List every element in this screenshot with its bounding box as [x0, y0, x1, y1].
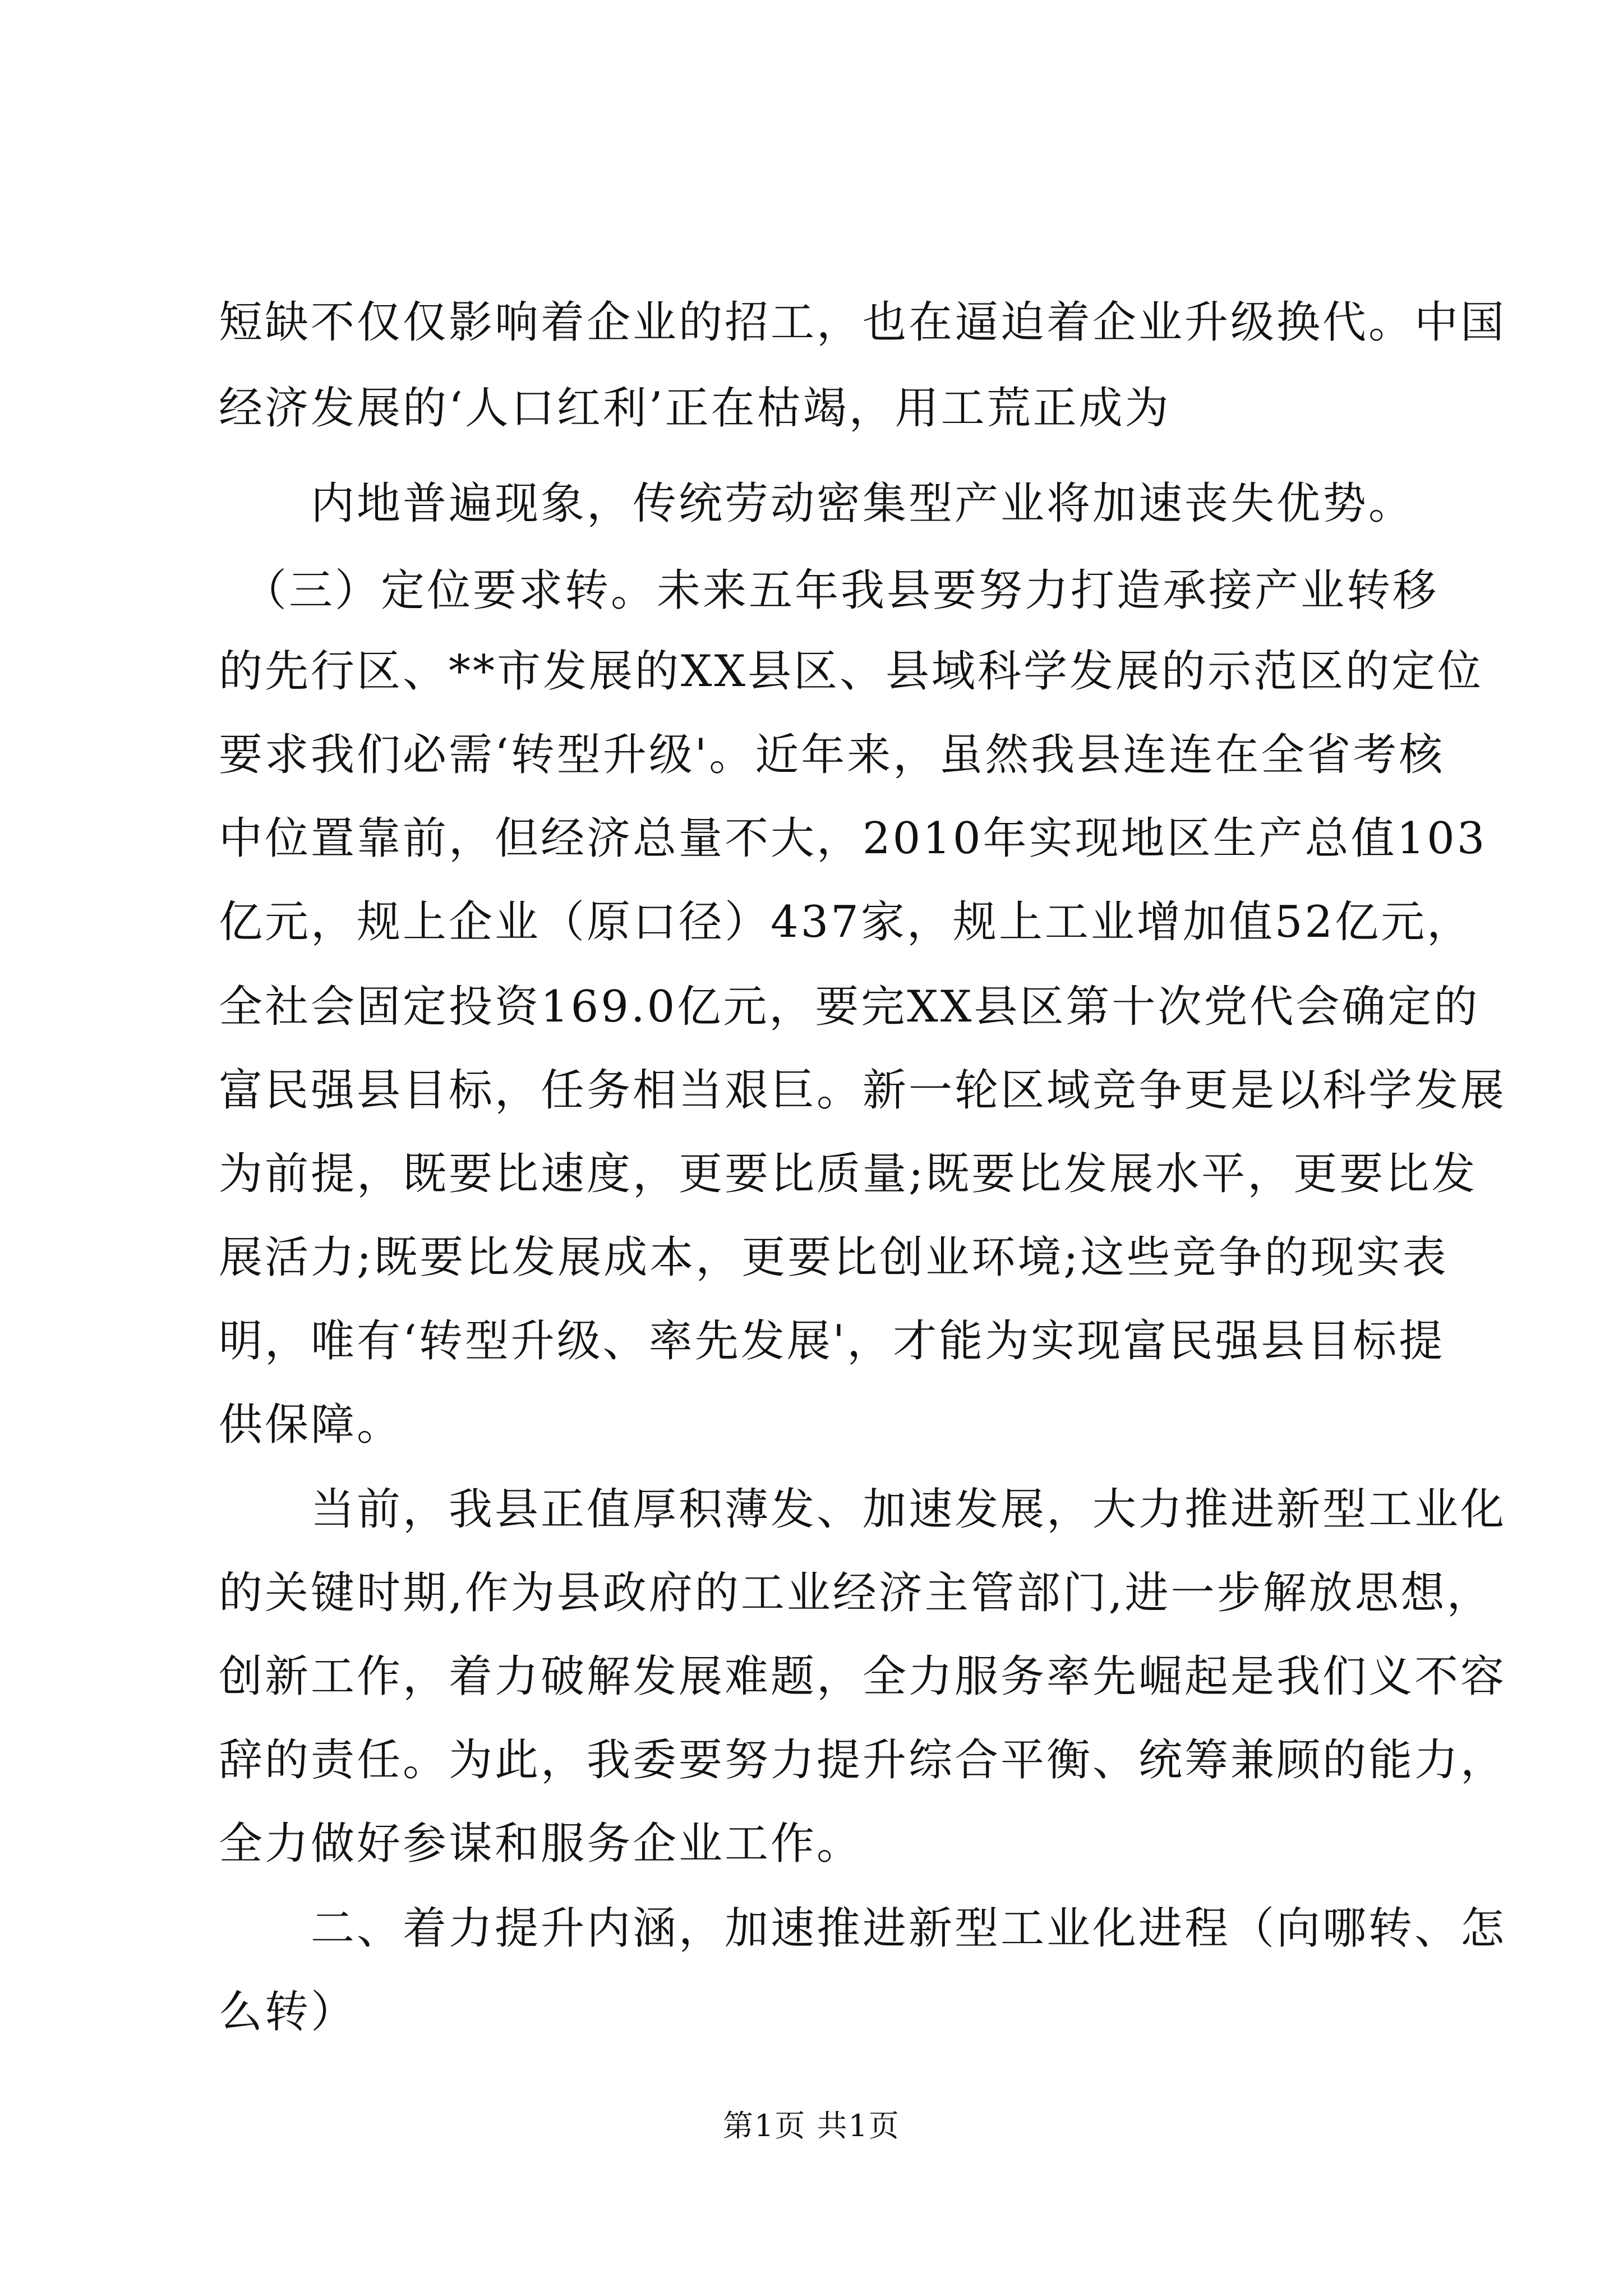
text-line: 供保障。	[219, 1400, 403, 1450]
text-line: 亿元，规上企业（原口径）437家，规上工业增加值52亿元，	[219, 897, 1473, 947]
text-line: 的关键时期,作为县政府的工业经济主管部门,进一步解放思想，	[219, 1568, 1493, 1618]
text-line: 明，唯有‘转型升级、率先发展'，才能为实现富民强县目标提	[219, 1316, 1445, 1366]
text-line: 中位置靠前，但经济总量不大，2010年实现地区生产总值103	[219, 813, 1487, 864]
text-line: 经济发展的‘人口红利’正在枯竭，用工荒正成为	[219, 383, 1171, 434]
text-line: 内地普遍现象，传统劳动密集型产业将加速丧失优势。	[219, 478, 1415, 529]
text-line: 全力做好参谋和服务企业工作。	[219, 1819, 863, 1869]
text-line: 全社会固定投资169.0亿元，要完XX县区第十次党代会确定的	[219, 982, 1480, 1032]
page-footer: 第1页 共1页	[723, 2108, 900, 2143]
text-line: 当前，我县正值厚积薄发、加速发展，大力推进新型工业化	[219, 1484, 1507, 1535]
text-line: 短缺不仅仅影响着企业的招工，也在逼迫着企业升级换代。中国	[219, 297, 1507, 348]
text-line: 的先行区、**市发展的XX县区、县域科学发展的示范区的定位	[219, 646, 1484, 697]
text-line: 创新工作，着力破解发展难题，全力服务率先崛起是我们义不容	[219, 1651, 1507, 1702]
text-line: 展活力;既要比发展成本，更要比创业环境;这些竞争的现实表	[219, 1232, 1449, 1283]
text-line: 么转）	[219, 1987, 357, 2037]
text-line: 富民强县目标，任务相当艰巨。新一轮区域竞争更是以科学发展	[219, 1065, 1507, 1116]
text-line: 辞的责任。为此，我委要努力提升综合平衡、统筹兼顾的能力，	[219, 1735, 1507, 1786]
text-line: 为前提，既要比速度，更要比质量;既要比发展水平，更要比发	[219, 1149, 1478, 1199]
text-line: （三）定位要求转。未来五年我县要努力打造承接产业转移	[219, 565, 1439, 616]
text-line: 二、着力提升内涵，加速推进新型工业化进程（向哪转、怎	[219, 1903, 1507, 1954]
text-line: 要求我们必需‘转型升级'。近年来，虽然我县连连在全省考核	[219, 730, 1445, 780]
